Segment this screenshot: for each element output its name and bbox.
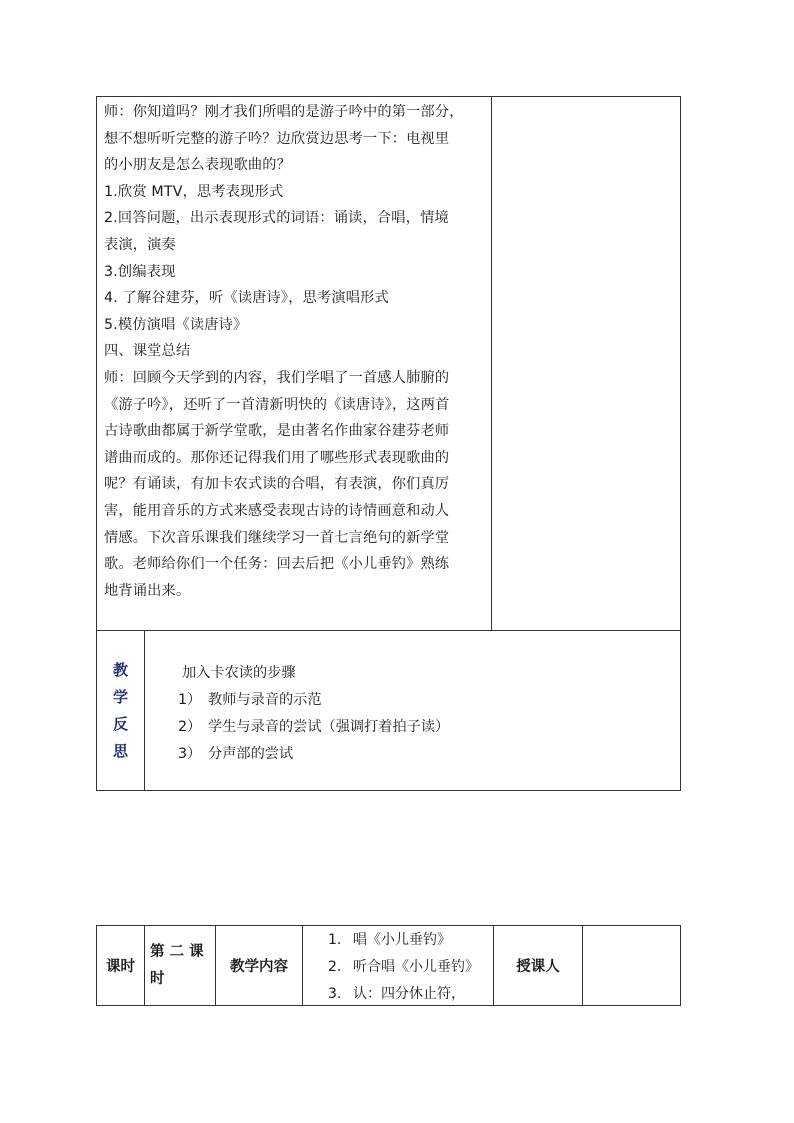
- content-list: [328, 927, 494, 1008]
- period-label: 课时: [106, 959, 135, 975]
- top-table-column-divider: [491, 96, 492, 631]
- teacher-value: [583, 926, 680, 1005]
- content-item: [328, 927, 494, 954]
- bottom-table-divider: [302, 925, 303, 1006]
- top-table-border-top: [96, 96, 681, 97]
- bottom-table-border-right: [680, 925, 681, 1006]
- item-number: 1.: [328, 932, 342, 948]
- reflection-title: 加入卡农读的步骤: [182, 665, 296, 681]
- lesson-line: 4. 了解谷建芬，听《读唐诗》，思考演唱形式: [104, 290, 389, 307]
- lesson-line: 情感。下次音乐课我们继续学习一首七言绝句的新学堂: [104, 529, 450, 546]
- lesson-line: 呢？有诵读，有加卡农式读的合唱，有表演，你们真厉: [104, 476, 450, 493]
- bottom-table-divider: [144, 925, 145, 1006]
- lesson-line: 歌。老师给你们一个任务：回去后把《小儿垂钓》熟练: [104, 556, 450, 573]
- step-number: 2）: [178, 719, 202, 735]
- reflection-label-char: 教: [112, 661, 128, 679]
- lesson-line: 地背诵出来。: [104, 582, 191, 599]
- step-number: 1）: [178, 692, 202, 708]
- content-label: 教学内容: [230, 959, 288, 975]
- lesson-line: 害，能用音乐的方式来感受表现古诗的诗情画意和动人: [104, 502, 450, 519]
- reflection-label-char: 思: [112, 742, 128, 760]
- lesson-body-text: [104, 99, 490, 604]
- reflection-step: [162, 714, 662, 741]
- step-number: 3）: [178, 746, 202, 762]
- lesson-line: 想不想听听完整的游子吟？边欣赏边思考一下：电视里: [104, 130, 450, 147]
- lesson-line: 师：你知道吗？刚才我们所唱的是游子吟中的第一部分，: [104, 104, 464, 120]
- item-text: 听合唱《小儿垂钓》: [353, 959, 479, 975]
- top-table-border-right: [680, 96, 681, 791]
- reflection-label: [97, 632, 144, 790]
- reflection-label-char: 反: [112, 715, 128, 733]
- period-value: [150, 926, 214, 1005]
- period-value-line: 时: [150, 970, 165, 987]
- period-value-line: 第 二 课: [150, 943, 204, 960]
- lesson-line: 5.模仿演唱《读唐诗》: [104, 316, 248, 333]
- item-number: 3.: [328, 986, 342, 1002]
- content-item: [328, 981, 494, 1008]
- lesson-line: 表演，演奏: [104, 236, 176, 253]
- step-text: 学生与录音的尝试（强调打着拍子读）: [208, 719, 450, 735]
- reflection-label-char: 学: [112, 688, 128, 706]
- top-table-row-divider: [96, 630, 681, 631]
- lesson-line: 的小朋友是怎么表现歌曲的？: [104, 157, 292, 174]
- lesson-line: 《游子吟》，还听了一首清新明快的《读唐诗》，这两首: [104, 396, 450, 413]
- lesson-line: 师：回顾今天学到的内容，我们学唱了一首感人肺腑的: [104, 369, 450, 386]
- reflection-step: [162, 741, 662, 768]
- lesson-line: 谱曲而成的。那你还记得我们用了哪些形式表现歌曲的: [104, 449, 450, 466]
- teacher-label: 授课人: [516, 959, 560, 975]
- section-heading-summary: 四、课堂总结: [104, 343, 191, 360]
- lesson-line: 3.创编表现: [104, 263, 176, 280]
- item-text: 认：四分休止符，: [353, 986, 465, 1002]
- lesson-line: 古诗歌曲都属于新学堂歌，是由著名作曲家谷建芬老师: [104, 423, 450, 440]
- reflection-step: [162, 687, 662, 714]
- reflection-content: [162, 660, 662, 768]
- item-text: 唱《小儿垂钓》: [353, 932, 451, 948]
- item-number: 2.: [328, 959, 342, 975]
- step-text: 教师与录音的示范: [208, 692, 322, 708]
- step-text: 分声部的尝试: [208, 746, 294, 762]
- lesson-line: 1.欣赏 MTV，思考表现形式: [104, 183, 284, 200]
- lesson-line: 2.回答问题，出示表现形式的词语：诵读，合唱，情境: [104, 210, 449, 227]
- content-item: [328, 954, 494, 981]
- reflection-label-divider: [144, 630, 145, 791]
- top-table-border-bottom: [96, 790, 681, 791]
